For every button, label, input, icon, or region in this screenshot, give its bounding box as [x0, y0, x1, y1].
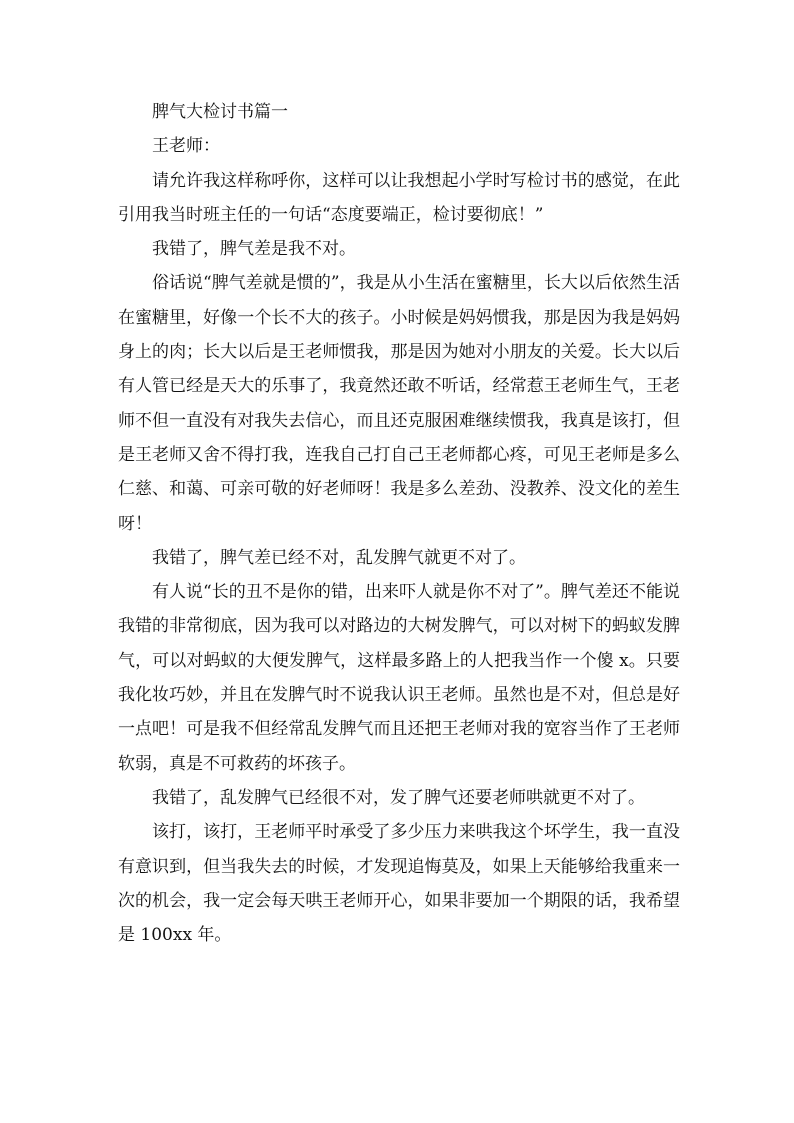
paragraph-6: 我错了，乱发脾气已经很不对，发了脾气还要老师哄就更不对了。 — [152, 787, 645, 808]
paragraph-7: 该打，该打，王老师平时承受了多少压力来哄我这个坏学生，我一直没有意识到，但当我失去的时候，才发现追悔莫及，如果上天能够给我重来一次的机会，我一定会每天哄王老师开心，如果非要加一个期限的话，我希望是 100xx 年。 — [118, 822, 680, 946]
paragraph-4: 我错了，脾气差已经不对，乱发脾气就更不对了。 — [152, 547, 526, 568]
document-title: 脾气大检讨书篇一 — [152, 102, 288, 122]
paragraph-2: 我错了，脾气差是我不对。 — [152, 239, 356, 260]
paragraph-3: 俗话说“脾气差就是惯的”，我是从小生活在蜜糖里，长大以后依然生活在蜜糖里，好像一个长不大的孩子。小时候是妈妈惯我，那是因为我是妈妈身上的肉；长大以后是王老师惯我，那是因为她对小朋友的关爱。长大以后有人管已经是天大的乐事了，我竟然还敢不听话，经常惹王老师生气，王老师不但一直没有对我失去信心，而且还克服困难继续惯我，我真是该打，但是王老师又舍不得打我，连我自己打自己王老师都心疼，可见王老师是多么仁慈、和蔼、可亲可敬的好老师呀！我是多么差劲、没教养、没文化的差生呀！ — [118, 273, 680, 534]
salutation: 王老师： — [152, 136, 220, 157]
paragraph-5: 有人说“长的丑不是你的错，出来吓人就是你不对了”。脾气差还不能说我错的非常彻底，因为我可以对路边的大树发脾气，可以对树下的蚂蚁发脾气，可以对蚂蚁的大便发脾气，这样最多路上的人把我当作一个傻 x。只要我化妆巧妙，并且在发脾气时不说我认识王老师。虽然也是不对，但总是好一点吧！可是我不但经常乱发脾气而且还把王老师对我的宽容当作了王老师软弱，真是不可救药的坏孩子。 — [118, 582, 680, 774]
document-body — [118, 95, 680, 952]
paragraph-1: 请允许我这样称呼你，这样可以让我想起小学时写检讨书的感觉，在此引用我当时班主任的一句话“态度要端正，检讨要彻底！” — [118, 170, 680, 225]
